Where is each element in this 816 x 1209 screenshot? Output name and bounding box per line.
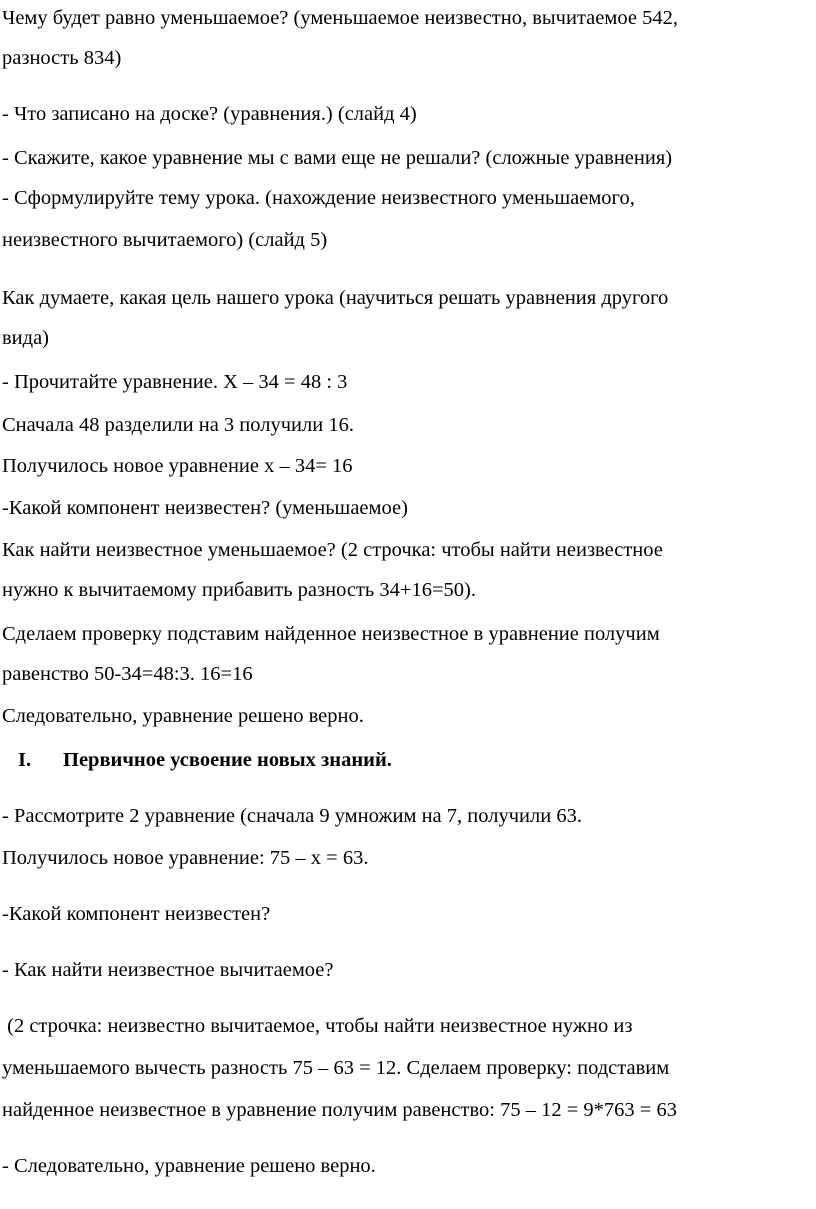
text-line: (2 строчка: неизвестно вычитаемое, чтобы найти неизвестное нужно из [2,1015,633,1037]
text-line: - Как найти неизвестное вычитаемое? [2,959,334,981]
text-line: вида) [2,327,50,349]
text-line: Получилось новое уравнение: 75 – х = 63. [2,847,369,869]
text-line: Получилось новое уравнение х – 34= 16 [2,455,353,477]
text-line: Как найти неизвестное уменьшаемое? (2 строчка: чтобы найти неизвестное [2,539,663,561]
text-line: неизвестного вычитаемого) (слайд 5) [2,229,328,251]
text-line: - Прочитайте уравнение. Х – 34 = 48 : 3 [2,371,348,393]
text-line: Сделаем проверку подставим найденное неизвестное в уравнение получим [2,623,660,645]
text-line: Сначала 48 разделили на 3 получили 16. [2,414,354,436]
text-line: найденное неизвестное в уравнение получим равенство: 75 – 12 = 9*763 = 63 [2,1099,677,1121]
section-heading [18,748,392,772]
text-line: - Скажите, какое уравнение мы с вами еще не решали? (сложные уравнения) [2,147,673,169]
text-line: - Следовательно, уравнение решено верно. [2,1155,376,1177]
text-line: уменьшаемого вычесть разность 75 – 63 = 12. Сделаем проверку: подставим [2,1057,670,1079]
text-line: равенство 50-34=48:3. 16=16 [2,663,253,685]
text-line: Следовательно, уравнение решено верно. [2,705,364,727]
text-line: - Сформулируйте тему урока. (нахождение неизвестного уменьшаемого, [2,187,635,209]
text-line: разность 834) [2,47,122,69]
text-line: -Какой компонент неизвестен? [2,903,271,925]
text-line: - Что записано на доске? (уравнения.) (слайд 4) [2,103,417,125]
text-line: нужно к вычитаемому прибавить разность 34+16=50). [2,579,476,601]
text-line: Чему будет равно уменьшаемое? (уменьшаемое неизвестно, вычитаемое 542, [2,7,678,29]
text-line: -Какой компонент неизвестен? (уменьшаемое) [2,497,408,519]
section-number: I. [18,749,32,771]
text-line: - Рассмотрите 2 уравнение (сначала 9 умножим на 7, получили 63. [2,805,582,827]
section-title: Первичное усвоение новых знаний. [63,749,392,771]
text-line: Как думаете, какая цель нашего урока (научиться решать уравнения другого [2,287,669,309]
